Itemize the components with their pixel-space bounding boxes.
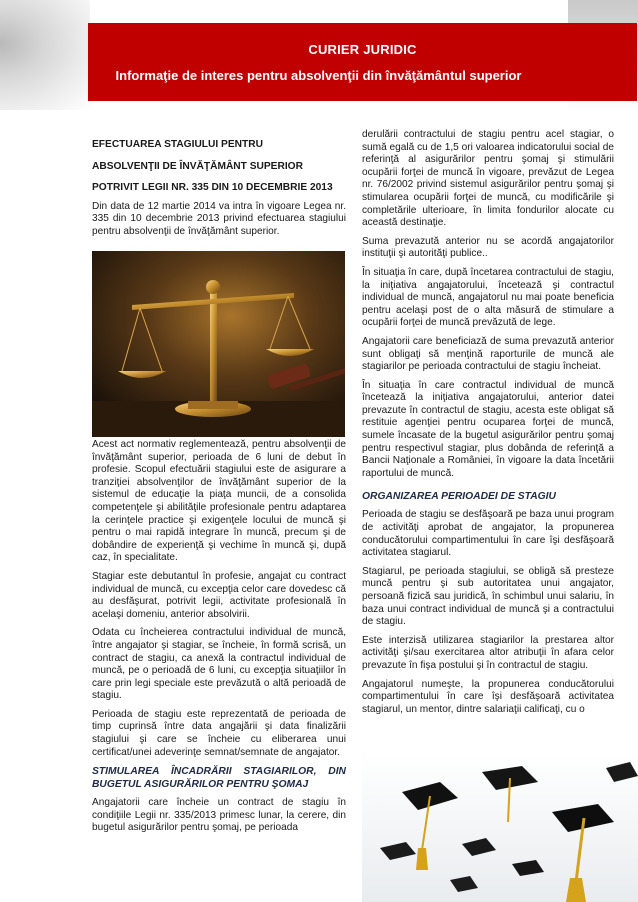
trainee-definition-paragraph: Stagiar este debutantul în profesie, angajat cu contract individual de muncă, cu excepţia celor care dovedesc că au desfăşurat, potrivit legii, activitate profesională în acelaşi domeniu, anterior absolvirii.	[92, 570, 346, 620]
right-column	[362, 129, 614, 722]
section-heading-stimulare: STIMULAREA ÎNCADRĂRII STAGIARILOR, DIN BUGETUL ASIGURĂRILOR PENTRU ŞOMAJ	[92, 766, 346, 791]
scales-of-justice-image	[92, 251, 345, 437]
article-heading-line-1: EFECTUAREA STAGIULUI PENTRU	[92, 139, 263, 150]
contract-paragraph: Odata cu încheierea contractului individual de muncă, între angajator şi stagiar, se încheie, în formă scrisă, un contract de stagiu, ca anexă la contractul individual de muncă, pe o perioadă de 6 luni, cu excepţia situaţiilor în care prin legi speciale este prevăzută o altă perioadă de stagiu.	[92, 627, 346, 702]
article-heading-line-3: POTRIVIT LEGII NR. 335 DIN 10 DECEMBRIE 2013	[92, 182, 333, 193]
decorative-background-top-left	[0, 0, 90, 110]
public-institutions-paragraph: Suma prevazută anterior nu se acordă angajatorilor instituţii şi autorităţi publice..	[362, 235, 614, 260]
newsletter-subtitle: Informaţie de interes pentru absolvenţii din învăţământul superior	[115, 68, 522, 83]
purpose-paragraph: Acest act normativ reglementează, pentru absolvenţii de învăţământ superior, perioada de 6 luni de debut în profesie. Scopul efectuării stagiului este de asigurare a tranziţiei absolvenţilor de învăţământ superior de la sistemul de educaţie la piaţa muncii, de a consolida competenţele şi abilităţile profesionale pentru adaptarea la cerinţele practice şi exigenţele locului de muncă şi pentru o mai rapidă integrare în muncă, precum şi de dobândire de experienţă şi vechime în muncă şi, după caz, în specialitate.	[92, 439, 346, 564]
organizarea-paragraph-2: Stagiarul, pe perioada stagiului, se obligă să presteze muncă pentru şi sub autoritatea unui angajator, persoană fizică sau juridică, în schimbul unui salariu, în baza unui contract individual de muncă şi a contractului de stagiu.	[362, 565, 614, 628]
period-paragraph: Perioada de stagiu este reprezentată de perioada de timp cuprinsă între data angajării şi data finalizării stagiului şi care se încheie cu eliberarea unui certificat/unei adeverinţe semnat/semnate de angajator.	[92, 708, 346, 758]
graduation-caps-image	[362, 752, 638, 902]
left-column-continued	[92, 439, 346, 841]
stimulare-continued-paragraph: derulării contractului de stagiu pentru acel stagiar, o sumă egală cu de 1,5 ori valoarea indicatorului social de referinţă al asigurărilor pentru şomaj şi stimulării ocupării forţei de muncă în vigoare, prevăzut de Legea nr. 76/2002 privind sistemul asigurărilor pentru şomaj şi stimularea ocupării forţei de muncă, cu modificările şi completările ulterioare, în limita fondurilor alocate cu această destinaţie.	[362, 129, 614, 229]
header-banner	[88, 23, 637, 101]
stimulare-paragraph: Angajatorii care încheie un contract de stagiu în condiţiile Legii nr. 335/2013 primesc lunar, la cerere, din bugetul asigurărilor pentru şomaj, pe perioada	[92, 797, 346, 834]
intro-paragraph: Din data de 12 martie 2014 va intra în vigoare Legea nr. 335 din 10 decembrie 2013 privind efectuarea stagiului pentru absolvenţii de învăţământ superior.	[92, 200, 346, 237]
left-column	[92, 138, 346, 244]
organizarea-paragraph-1: Perioada de stagiu se desfăşoară pe baza unui program de activităţi aprobat de angajator, la propunerea conducătorului compartimentului în care îşi desfăşoară activitatea stagiarul.	[362, 509, 614, 559]
article-heading-line-2: ABSOLVENŢII DE ÎNVĂŢĂMÂNT SUPERIOR	[92, 161, 303, 172]
restitution-paragraph: În situaţia în care contractul individual de muncă încetează la iniţiativa angajatorului, anterior datei prevazute în contractul de stagiu, acesta este obligat să restituie agenţiei pentru ocuparea forţei de muncă, sumele încasate de la bugetul asigurărilor pentru şomaj pentru respectivul stagiar, plus dobânda de referinţă a Bancii Naţionale a României, în vigoare la data încetării raportului de muncă.	[362, 379, 614, 479]
organizarea-paragraph-4: Angajatorul numeşte, la propunerea conducătorului compartimentului în care îşi desfăşoară activitatea stagiarul, un mentor, dintre salariaţii calificaţi, cu o	[362, 678, 614, 715]
graduation-caps-icon	[362, 752, 638, 902]
obligation-paragraph: Angajatorii care beneficiază de suma prevazută anterior sunt obligaţi să menţină raporturile de muncă ale stagiarilor pe perioada contractului de stagiu încheiat.	[362, 335, 614, 373]
scales-of-justice-icon	[92, 251, 345, 437]
newsletter-title: CURIER JURIDIC	[308, 42, 417, 57]
section-heading-organizarea: ORGANIZAREA PERIOADEI DE STAGIU	[362, 491, 556, 503]
organizarea-paragraph-3: Este interzisă utilizarea stagiarilor la prestarea altor activităţi şi/sau exercitarea altor atribuţii în afara celor prevazute în fişa postului şi în contractul de stagiu.	[362, 634, 614, 671]
termination-paragraph: În situaţia în care, după încetarea contractului de stagiu, la iniţiativa angajatorului, încetează şi contractul individual de muncă, angajatorul nu mai poate beneficia pentru acelaşi post de o alta măsură de stimulare a ocupării forţei de muncă prevăzută de lege.	[362, 266, 614, 329]
